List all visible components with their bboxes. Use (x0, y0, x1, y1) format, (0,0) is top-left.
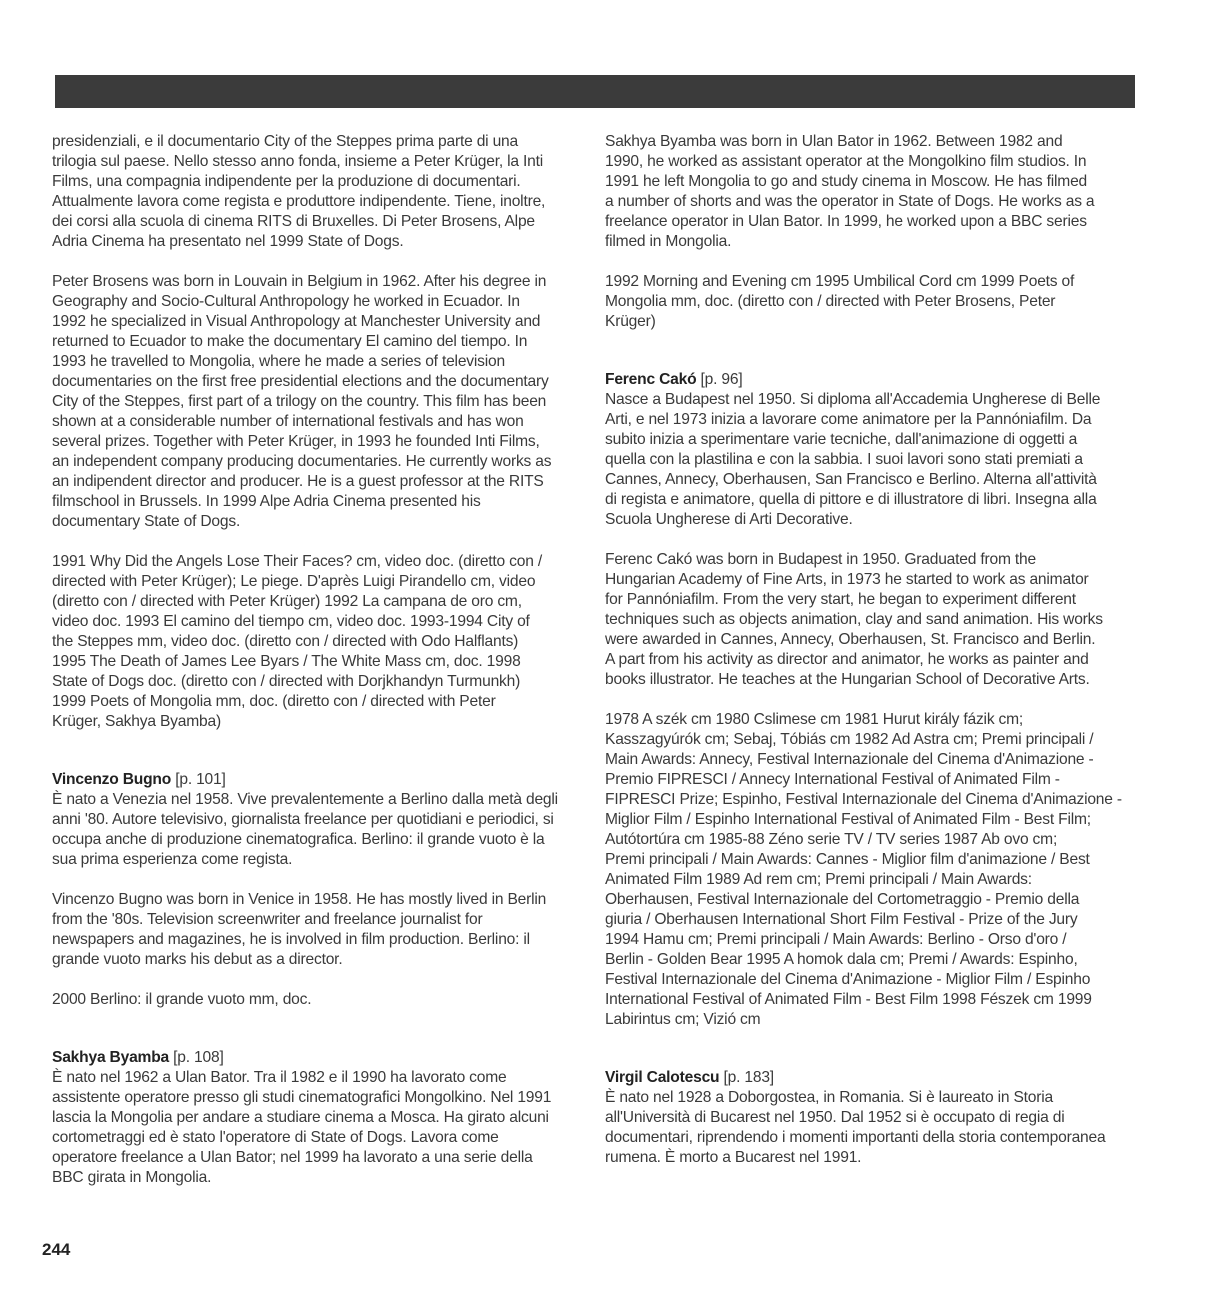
director-name: Virgil Calotescu (605, 1069, 720, 1086)
page-reference: [p. 96] (700, 371, 743, 388)
entry-heading-byamba (52, 1048, 580, 1068)
calotescu-bio-it: È nato nel 1928 a Doborgostea, in Romania. Si è laureato in Storia all'Università di Bucarest nel 1950. Dal 1952 si è occupato di regia di documentari, riprendendo i momenti importanti della storia contemporanea rumena. È morto a Bucarest nel 1991. (605, 1089, 1106, 1166)
director-name: Ferenc Cakó (605, 371, 697, 388)
bugno-bio-it: È nato a Venezia nel 1958. Vive prevalentemente a Berlino dalla metà degli anni '80. Autore televisivo, giornalista freelance per quotidiani e periodici, si occupa anche di produzione cinematografica. Berlino: il grande vuoto è la sua prima esperienza come regista. (52, 791, 558, 868)
director-name: Vincenzo Bugno (52, 771, 172, 788)
director-name: Sakhya Byamba (52, 1049, 170, 1066)
page-number: 244 (42, 1240, 71, 1259)
brosens-bio-it-continued: presidenziali, e il documentario City of the Steppes prima parte di una trilogia sul paese. Nello stesso anno fonda, insieme a Peter Krüger, la Inti Films, una compagnia indipendente per la produzione di documentari. Attualmente lavora come regista e produttore indipendente. Tiene, inoltre, dei corsi alla scuola di cinema RITS di Bruxelles. Di Peter Brosens, Alpe Adria Cinema ha presentato nel 1999 State of Dogs. (52, 133, 546, 250)
entry-heading-cako (605, 370, 1135, 390)
entry-heading-calotescu (605, 1068, 1135, 1088)
cako-bio-en: Ferenc Cakó was born in Budapest in 1950. Graduated from the Hungarian Academy of Fine Arts, in 1973 he started to work as animator for Pannóniafilm. From the very start, he began to experiment different techniques such as objects animation, clay and sand animation. His works were awarded in Cannes, Annecy, Oberhausen, St. Francisco and Berlin. A part from his activity as director and animator, he works as painter and books illustrator. He teaches at the Hungarian School of Decorative Arts. (605, 551, 1103, 688)
byamba-bio-en: Sakhya Byamba was born in Ulan Bator in 1962. Between 1982 and 1990, he worked as assistant operator at the Mongolkino film studios. In 1991 he left Mongolia to go and study cinema in Moscow. He has filmed a number of shorts and was the operator in State of Dogs. He works as a freelance operator in Ulan Bator. In 1999, he worked upon a BBC series filmed in Mongolia. (605, 133, 1095, 250)
entry-heading-bugno (52, 770, 580, 790)
page-reference: [p. 108] (173, 1049, 224, 1066)
cako-bio-it: Nasce a Budapest nel 1950. Si diploma all'Accademia Ungherese di Belle Arti, e nel 1973 inizia a lavorare come animatore per la Pannóniafilm. Da subito inizia a sperimentare varie tecniche, dall'animazione di oggetti a quella con la plastilina e con la sabbia. I suoi lavori sono stati premiati a Cannes, Annecy, Oberhausen, San Francisco e Berlino. Alterna all'attività di regista e animatore, quella di pittore e di illustratore di libri. Insegna alla Scuola Ungherese di Arti Decorative. (605, 391, 1101, 528)
bugno-filmography: 2000 Berlino: il grande vuoto mm, doc. (52, 991, 312, 1008)
page-reference: [p. 183] (723, 1069, 774, 1086)
byamba-filmography: 1992 Morning and Evening cm 1995 Umbilical Cord cm 1999 Poets of Mongolia mm, doc. (diretto con / directed with Peter Brosens, Peter Krüger) (605, 273, 1075, 330)
header-bar (55, 75, 1135, 108)
bugno-bio-en: Vincenzo Bugno was born in Venice in 1958. He has mostly lived in Berlin from the '80s. Television screenwriter and freelance journalist for newspapers and magazines, he is involved in film production. Berlino: il grande vuoto marks his debut as a director. (52, 891, 547, 968)
page-reference: [p. 101] (175, 771, 226, 788)
right-column (605, 132, 1135, 1168)
byamba-bio-it: È nato nel 1962 a Ulan Bator. Tra il 1982 e il 1990 ha lavorato come assistente operatore presso gli studi cinematografici Mongolkino. Nel 1991 lascia la Mongolia per andare a studiare cinema a Mosca. Ha girato alcuni cortometraggi ed è stato l'operatore di State of Dogs. Lavora come operatore freelance a Ulan Bator; nel 1999 ha lavorato a una serie della BBC girata in Mongolia. (52, 1069, 552, 1186)
brosens-bio-en: Peter Brosens was born in Louvain in Belgium in 1962. After his degree in Geography and Socio-Cultural Anthropology he worked in Ecuador. In 1992 he specialized in Visual Anthropology at Manchester University and returned to Ecuador to make the documentary El camino del tiempo. In 1993 he travelled to Mongolia, where he made a series of television documentaries on the first free presidential elections and the documentary City of the Steppes, first part of a trilogy on the country. This film has been shown at a considerable number of international festivals and has won several prizes. Together with Peter Krüger, in 1993 he founded Inti Films, an independent company producing documentaries. He currently works as an indipendent director and producer. He is a guest professor at the RITS filmschool in Brussels. In 1999 Alpe Adria Cinema presented his documentary State of Dogs. (52, 273, 552, 530)
cako-filmography: 1978 A szék cm 1980 Cslimese cm 1981 Hurut király fázik cm; Kasszagyúrók cm; Sebaj, Tóbiás cm 1982 Ad Astra cm; Premi principali / Main Awards: Annecy, Festival Internazionale del Cinema d'Animazione - Premio FIPRESCI / Annecy International Festival of Animated Film - FIPRESCI Prize; Espinho, Festival Internazionale del Cinema d'Animazione - Miglior Film / Espinho International Festival of Animated Film - Best Film; Autótortúra cm 1985-88 Zéno serie TV / TV series 1987 Ab ovo cm; Premi principali / Main Awards: Cannes - Miglior film d'animazione / Best Animated Film 1989 Ad rem cm; Premi principali / Main Awards: Oberhausen, Festival Internazionale del Cortometraggio - Premio della giuria / Oberhausen International Short Film Festival - Prize of the Jury 1994 Hamu cm; Premi principali / Main Awards: Berlino - Orso d'oro / Berlin - Golden Bear 1995 A homok dala cm; Premi / Awards: Espinho, Festival Internazionale del Cinema d'Animazione - Miglior Film / Espinho International Festival of Animated Film - Best Film 1998 Fészek cm 1999 Labirintus cm; Vizió cm (605, 711, 1122, 1028)
left-column (52, 132, 580, 1188)
brosens-filmography: 1991 Why Did the Angels Lose Their Faces? cm, video doc. (diretto con / directed with Peter Krüger); Le piege. D'après Luigi Pirandello cm, video (diretto con / directed with Peter Krüger) 1992 La campana de oro cm, video doc. 1993 El camino del tiempo cm, video doc. 1993-1994 City of the Steppes mm, video doc. (diretto con / directed with Odo Halflants) 1995 The Death of James Lee Byars / The White Mass cm, doc. 1998 State of Dogs doc. (diretto con / directed with Dorjkhandyn Turmunkh) 1999 Poets of Mongolia mm, doc. (diretto con / directed with Peter Krüger, Sakhya Byamba) (52, 553, 542, 730)
